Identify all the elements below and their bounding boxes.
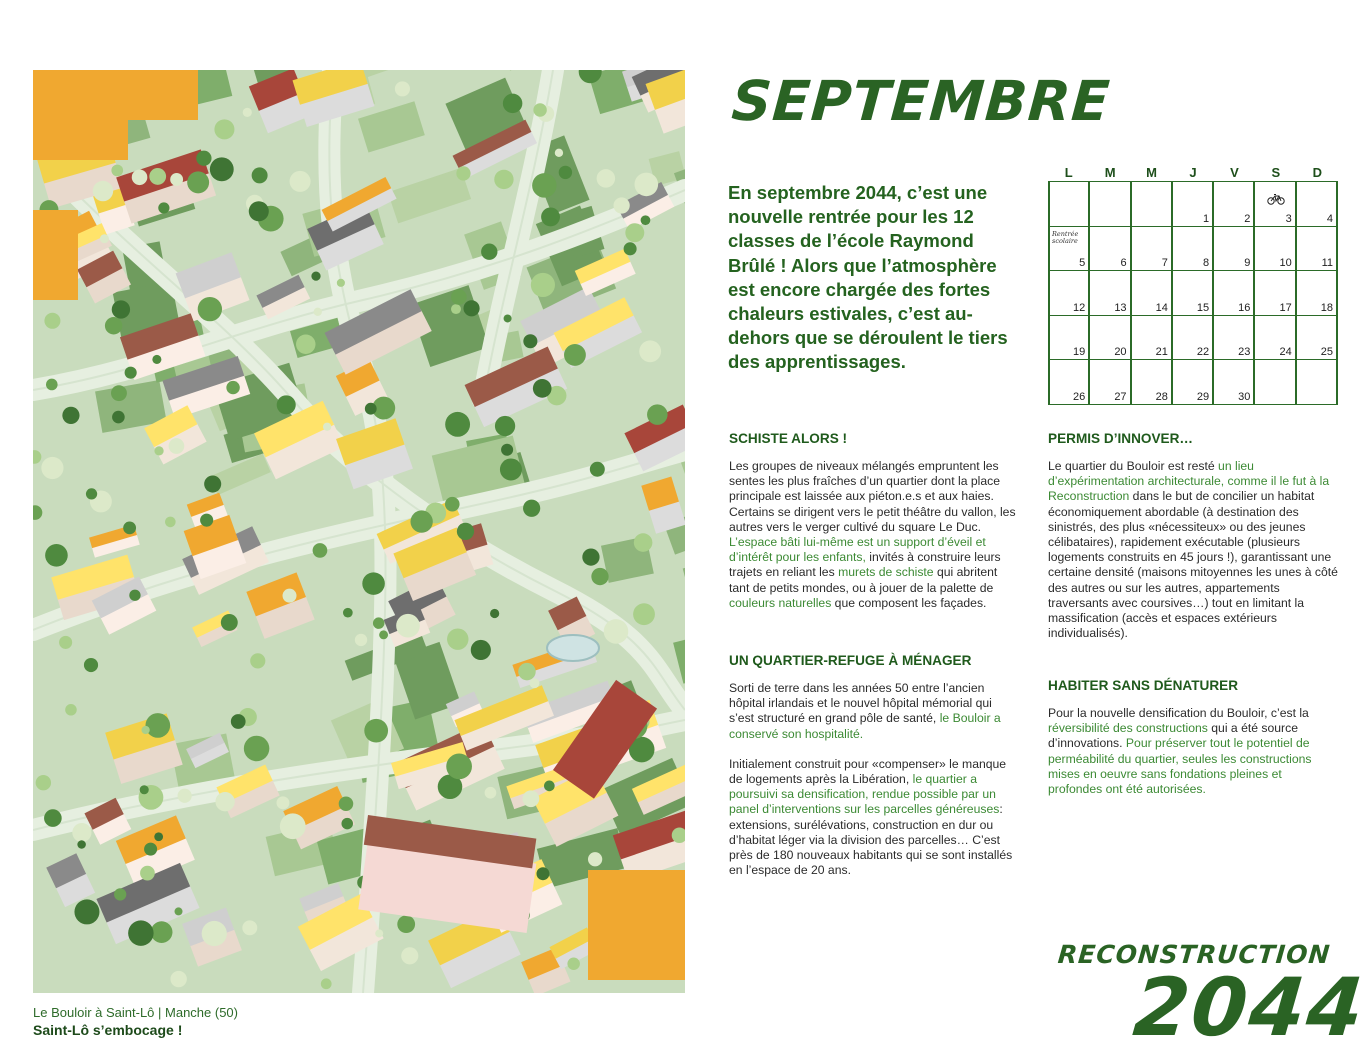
day-number: 12: [1073, 301, 1086, 314]
day-number: 28: [1155, 390, 1168, 403]
tree: [296, 334, 315, 353]
tree: [504, 314, 512, 322]
calendar-day: [1297, 227, 1338, 272]
illustration-map: [33, 70, 685, 993]
tree: [355, 634, 367, 646]
day-number: 14: [1155, 301, 1168, 314]
tree: [123, 521, 136, 534]
tree: [564, 344, 586, 366]
tree: [625, 223, 644, 242]
weekday-label: M: [1104, 165, 1116, 180]
calendar-day: [1090, 316, 1131, 361]
tree: [174, 907, 182, 915]
day-number: 29: [1196, 390, 1210, 403]
tree: [280, 813, 306, 839]
day-number: 21: [1155, 346, 1168, 359]
tree: [494, 170, 513, 189]
tree: [215, 792, 234, 811]
calendar-day: [1090, 227, 1131, 272]
calendar-day: [1214, 271, 1255, 316]
article-refuge: [729, 652, 1019, 893]
tree: [339, 797, 354, 812]
tree: [446, 754, 472, 780]
calendar-day: [1214, 360, 1255, 405]
calendar-note: Rentrée scolaire: [1052, 229, 1079, 246]
article-body: [1048, 459, 1338, 641]
tree: [456, 166, 470, 180]
weekday-label: M: [1146, 165, 1157, 180]
tree: [375, 929, 383, 937]
tree: [72, 823, 91, 842]
calendar-day: [1297, 271, 1338, 316]
tree: [567, 957, 579, 969]
day-number: 9: [1244, 257, 1251, 270]
tree: [144, 843, 157, 856]
neighbourhood-illustration: [33, 70, 685, 993]
tree: [313, 543, 328, 558]
tree: [244, 736, 270, 762]
tree: [145, 713, 170, 738]
tree: [132, 170, 148, 186]
day-number: 1: [1203, 212, 1210, 225]
calendar-day: [1255, 182, 1296, 227]
highlight-text: un lieu d’expérimentation architecturale, comme il le fut à la Reconstruction: [1048, 459, 1330, 504]
caption-title: Saint-Lô s’embocage !: [33, 1022, 183, 1038]
tree: [77, 840, 86, 849]
article-title: HABITER SANS DÉNATURER: [1048, 678, 1239, 693]
building-roof: [33, 210, 78, 300]
tree: [379, 630, 388, 639]
tree: [210, 157, 234, 181]
article-title: SCHISTE ALORS !: [729, 431, 848, 446]
text-run: Pour la nouvelle densification du Bouloir, c’est la: [1048, 706, 1309, 720]
day-number: 8: [1203, 257, 1210, 270]
calendar-day: [1132, 182, 1173, 227]
calendar-day: [1049, 182, 1090, 227]
day-number: 4: [1326, 212, 1333, 225]
text-run: qui a été source d’innovations.: [1048, 721, 1298, 751]
tree: [36, 775, 51, 790]
day-number: 6: [1120, 257, 1127, 270]
calendar-day: [1132, 227, 1173, 272]
tree: [490, 609, 499, 618]
tree: [221, 614, 238, 631]
tree: [463, 300, 479, 316]
weekday-label: J: [1189, 165, 1197, 180]
calendar-day: [1049, 316, 1090, 361]
article-title: UN QUARTIER-REFUGE À MÉNAGER: [729, 653, 972, 668]
weekday-label: S: [1271, 165, 1281, 180]
highlight-text: Pour préserver tout le potentiel de perméabilité du quartier, seules les constructions mises en oeuvre sans fondations pleines et profondes ont été autorisées.: [1048, 736, 1312, 797]
tree: [140, 785, 149, 794]
calendar-day: [1214, 316, 1255, 361]
tree: [111, 165, 123, 177]
tree: [154, 446, 163, 455]
tree: [169, 438, 185, 454]
pond: [547, 635, 599, 661]
article-body: [729, 757, 1019, 879]
tree: [532, 173, 556, 197]
tree: [647, 404, 668, 425]
tree: [214, 119, 234, 139]
tree: [451, 304, 461, 314]
tree: [337, 279, 345, 287]
tree: [165, 517, 176, 528]
tree: [59, 636, 72, 649]
tree: [541, 207, 560, 226]
tree: [290, 171, 311, 192]
tree: [451, 289, 467, 305]
tree: [86, 488, 97, 499]
tree: [204, 476, 221, 493]
brand-reconstruction: RECONSTRUCTION: [1056, 940, 1332, 969]
article-habiter: [1048, 677, 1338, 812]
tree: [252, 167, 268, 183]
tree: [200, 514, 213, 527]
tree: [395, 81, 410, 96]
tree: [471, 640, 491, 660]
day-number: 19: [1073, 346, 1086, 359]
tree: [151, 921, 173, 943]
calendar-day: [1173, 227, 1214, 272]
tree: [634, 173, 658, 197]
day-number: 13: [1114, 301, 1127, 314]
tree: [445, 497, 460, 512]
calendar-grid: [1048, 181, 1338, 405]
tree: [202, 921, 227, 946]
day-number: 10: [1279, 257, 1292, 270]
tree: [633, 603, 655, 625]
tree: [277, 395, 296, 414]
tree: [187, 171, 209, 193]
tree: [396, 614, 420, 638]
tree: [125, 367, 137, 379]
tree: [445, 412, 470, 437]
tree: [533, 103, 546, 116]
day-number: 3: [1285, 212, 1292, 225]
tree: [343, 608, 353, 618]
calendar-day: [1090, 360, 1131, 405]
day-number: 24: [1279, 346, 1292, 359]
tree: [501, 444, 513, 456]
calendar-day: [1049, 271, 1090, 316]
tree: [283, 589, 297, 603]
tree: [536, 867, 549, 880]
tree: [590, 462, 605, 477]
tree: [105, 317, 122, 334]
tree: [523, 500, 540, 517]
tree: [373, 617, 384, 628]
tree: [362, 572, 385, 595]
article-title: PERMIS D’INNOVER…: [1048, 431, 1194, 446]
day-number: 17: [1279, 301, 1292, 314]
tree: [341, 818, 352, 829]
building-roof: [588, 870, 685, 980]
day-number: 27: [1114, 390, 1127, 403]
calendar-day: [1255, 316, 1296, 361]
day-number: 18: [1320, 301, 1333, 314]
tree: [46, 379, 58, 391]
tree: [323, 423, 331, 431]
day-number: 2: [1244, 212, 1251, 225]
tree: [45, 544, 68, 567]
calendar-day: [1214, 227, 1255, 272]
lead-paragraph: En septembre 2044, c’est une nouvelle rentrée pour les 12 classes de l’école Raymond Brûlé ! Alors que l’atmosphère est encore chargée des fortes chaleurs estivales, c’est au-dehors que se déroulent le tiers des apprentissages.: [728, 182, 1008, 373]
tree: [170, 971, 186, 987]
day-number: 26: [1073, 390, 1086, 403]
tree: [597, 169, 616, 188]
tree: [604, 619, 629, 644]
calendar-day: [1132, 271, 1173, 316]
article-schiste: [729, 430, 1019, 626]
tree: [582, 548, 599, 565]
tree: [613, 197, 629, 213]
weekday-label: V: [1230, 165, 1239, 180]
weekday-label: L: [1064, 165, 1073, 180]
tree: [158, 202, 169, 213]
tree: [321, 978, 332, 989]
day-number: 25: [1320, 346, 1333, 359]
tree: [410, 510, 432, 532]
tree: [365, 403, 377, 415]
text-run: qui abritent tant de petits mondes, ou à jouer de la palette de: [729, 565, 998, 595]
calendar-day: [1255, 271, 1296, 316]
calendar-day: [1173, 360, 1214, 405]
tree: [140, 866, 155, 881]
article-body: [729, 459, 1019, 611]
tree: [44, 809, 62, 827]
tree: [634, 533, 653, 552]
calendar-day: [1173, 271, 1214, 316]
tree: [500, 458, 522, 480]
bicycle-icon: [1267, 192, 1285, 210]
calendar-day: [1255, 227, 1296, 272]
building-roof: [108, 70, 198, 120]
calendar-day: [1173, 182, 1214, 227]
calendar-day: [1255, 360, 1296, 405]
brand-year: 2044: [1129, 961, 1369, 1054]
tree: [196, 151, 211, 166]
calendar-day: [1090, 182, 1131, 227]
tree: [641, 215, 651, 225]
highlight-text: réversibilité des constructions: [1048, 721, 1208, 736]
caption-place: Le Bouloir à Saint-Lô | Manche (50): [33, 1005, 238, 1020]
tree: [533, 379, 552, 398]
tree: [249, 201, 269, 221]
calendar-day: [1297, 182, 1338, 227]
tree: [129, 590, 140, 601]
calendar-day: [1090, 271, 1131, 316]
tree: [397, 915, 415, 933]
tree: [231, 714, 246, 729]
text-run: Sorti de terre dans les années 50 entre l’ancien hôpital irlandais et le nouvel hôpital mémorial qui s’est structuré en grand pôle de santé,: [729, 681, 992, 726]
calendar-day: [1297, 360, 1338, 405]
tree: [111, 385, 127, 401]
tree: [93, 181, 113, 201]
day-number: 23: [1238, 346, 1251, 359]
day-number: 20: [1114, 346, 1127, 359]
day-number: 11: [1321, 257, 1333, 270]
tree: [523, 334, 537, 348]
tree: [112, 411, 125, 424]
calendar-day: [1297, 316, 1338, 361]
tree: [141, 726, 149, 734]
calendar-day: [1132, 316, 1173, 361]
tree: [522, 790, 539, 807]
text-run: invités à construire leurs trajets en reliant les: [729, 550, 1001, 580]
highlight-text: murets de schiste: [838, 565, 934, 580]
day-number: 15: [1196, 301, 1210, 314]
tree: [624, 242, 637, 255]
highlight-text: le quartier a poursuivi sa densification, rendue possible par un panel d’interventions sur les parcelles généreuses: [729, 772, 1000, 817]
weekday-label: D: [1312, 165, 1322, 180]
tree: [591, 568, 608, 585]
calendar-weekdays: [1048, 164, 1338, 181]
month-title: SEPTEMBRE: [729, 69, 1113, 133]
tree: [242, 920, 257, 935]
article-permis: [1048, 430, 1338, 656]
tree: [250, 653, 265, 668]
day-number: 22: [1196, 346, 1210, 359]
tree: [639, 340, 661, 362]
tree: [149, 168, 166, 185]
tree: [314, 308, 322, 316]
tree: [555, 149, 563, 157]
calendar: [1048, 164, 1338, 405]
tree: [44, 313, 60, 329]
tree: [100, 234, 109, 243]
tree: [531, 273, 555, 297]
highlight-text: L’espace bâti lui-même est un support d’éveil et d’intérêt pour les enfants,: [729, 535, 986, 565]
tree: [518, 663, 535, 680]
calendar-day: [1132, 360, 1173, 405]
tree: [65, 704, 77, 716]
day-number: 5: [1079, 257, 1086, 270]
tree: [485, 787, 497, 799]
highlight-text: couleurs naturelles: [729, 595, 832, 610]
text-run: : extensions, surélévations, construction en dur ou d’habitat léger via la division des parcelles… C’est près de 180 nouveaux habitants qui se sont installés en l’espace de 20 ans.: [729, 802, 1013, 878]
tree: [112, 300, 130, 318]
calendar-day: [1173, 316, 1214, 361]
tree: [84, 658, 98, 672]
tree: [503, 94, 523, 114]
tree: [401, 947, 418, 964]
calendar-day: [1049, 360, 1090, 405]
tree: [226, 381, 239, 394]
tree: [588, 852, 602, 866]
tree: [529, 678, 539, 688]
tree: [311, 271, 320, 280]
tree: [41, 457, 63, 479]
tree: [276, 796, 289, 809]
text-run: Initialement construit pour «compenser» le manque de logements après la Libération,: [729, 756, 1007, 787]
tree: [198, 297, 222, 321]
tree: [178, 789, 192, 803]
tree: [62, 407, 79, 424]
day-number: 7: [1161, 257, 1168, 270]
day-number: 30: [1238, 390, 1251, 403]
text-run: Le quartier du Bouloir est resté: [1048, 459, 1219, 473]
tree: [364, 719, 388, 743]
tree: [170, 173, 183, 186]
tree: [243, 108, 252, 117]
tree: [74, 899, 99, 924]
tree: [447, 628, 468, 649]
tree: [457, 523, 474, 540]
tree: [495, 416, 515, 436]
tree: [114, 888, 126, 900]
text-run: que composent les façades.: [831, 595, 987, 610]
tree: [128, 920, 153, 945]
tree: [152, 355, 161, 364]
tree: [154, 832, 163, 841]
tree: [559, 166, 572, 179]
article-body: [729, 681, 1019, 742]
text-run: Les groupes de niveaux mélangés empruntent les sentes les plus fraîches d’un quartier dont la place principale est laissée aux piéton.e.s et aux haies. Certains se dirigent vers le petit théâtre du vallon, les autres vers le verger cultivé du square Le Duc.: [729, 459, 1016, 534]
calendar-day: [1049, 227, 1090, 272]
article-body: [1048, 706, 1338, 797]
calendar-day: [1214, 182, 1255, 227]
highlight-text: le Bouloir a conservé son hospitalité.: [729, 711, 1001, 741]
text-run: dans le but de concilier un habitat économiquement abordable (à destination des sinistrés, des plus «nécessiteux» ou des jeunes célibataires), rapidement exécutable (plusieurs logements construits en 45 jours !), garantissant une certaine densité (maisons mitoyennes les unes à côté des autres ou sur les autres, appartements traversants avec coursives…) tout en limitant la massification (accès et espaces extérieurs individualisés).: [1048, 489, 1338, 641]
tree: [481, 244, 497, 260]
day-number: 16: [1238, 301, 1251, 314]
tree: [544, 781, 555, 792]
